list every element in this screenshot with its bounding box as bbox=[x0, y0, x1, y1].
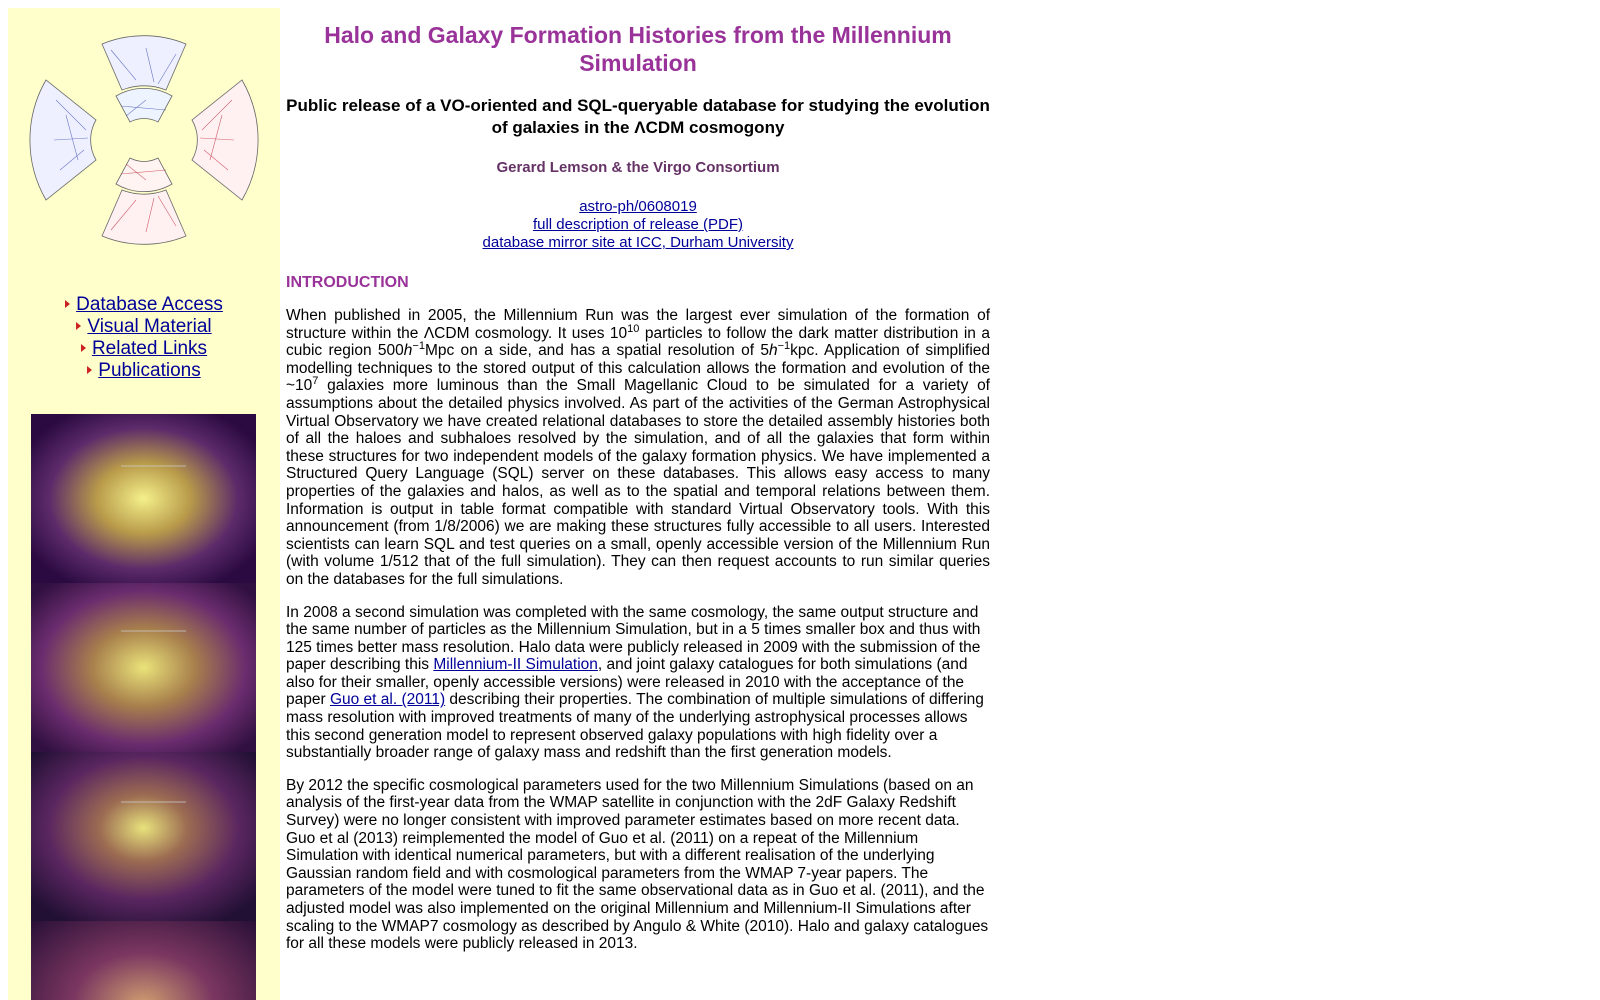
text-span: In 2008 a second simulation was completed with the same cosmology, the same output structure and the same number of particles as the Millennium Simulation, but in a 5 times smaller box and thus with 125 times better mass resolution. Halo data were publicly released in 2009 with the submission of the paper describing this bbox=[286, 603, 981, 674]
arrow-right-icon bbox=[65, 300, 70, 308]
sidebar-item-database-access bbox=[8, 294, 280, 316]
related-links-link[interactable]: Related Links bbox=[91, 338, 208, 359]
astro-ph-link[interactable]: astro-ph/0608019 bbox=[579, 198, 697, 215]
millennium-ii-link[interactable]: Millennium-II Simulation bbox=[433, 656, 598, 674]
simulation-image bbox=[31, 583, 256, 752]
superscript: 7 bbox=[312, 375, 319, 388]
text-span: particles to follow the dark matter distribution in a cubic region 500 bbox=[286, 324, 991, 360]
text-span: , and joint galaxy catalogues for both simulations (and also for their smaller, openly accessible versions) were released in 2010 with the acceptance of the paper bbox=[286, 656, 968, 709]
sidebar-nav bbox=[8, 294, 280, 382]
section-heading-introduction: INTRODUCTION bbox=[286, 274, 409, 291]
superscript: −1 bbox=[777, 340, 791, 353]
page-title: Halo and Galaxy Formation Histories from the Millennium Simulation bbox=[324, 22, 952, 76]
text-span: Mpc on a side, and has a spatial resolution of 5 bbox=[424, 342, 769, 360]
simulation-image bbox=[31, 921, 256, 1000]
database-access-link[interactable]: Database Access bbox=[76, 294, 223, 315]
header-links bbox=[286, 198, 990, 252]
millennium-wedge-diagram bbox=[26, 20, 262, 260]
intro-paragraph-1 bbox=[286, 307, 990, 589]
sidebar-item-related-links bbox=[8, 338, 280, 360]
visual-material-link[interactable]: Visual Material bbox=[87, 316, 212, 337]
arrow-right-icon bbox=[87, 366, 92, 374]
simulation-image bbox=[31, 414, 256, 583]
text-span: When published in 2005, the Millennium Run was the largest ever simulation of the formation of structure within the ΛCDM cosmology. It uses 10 bbox=[286, 307, 990, 342]
publications-link[interactable]: Publications bbox=[98, 360, 201, 381]
authors: Gerard Lemson & the Virgo Consortium bbox=[496, 159, 780, 176]
main-content bbox=[286, 8, 990, 953]
italic-h: h bbox=[768, 342, 778, 360]
superscript: 10 bbox=[627, 322, 640, 335]
guo-2011-link[interactable]: Guo et al. (2011) bbox=[329, 691, 446, 709]
text-span: kpc. Application of simplified modelling techniques to the stored output of this calculation allows the formation and evolution of the ~10 bbox=[286, 342, 991, 395]
arrow-right-icon bbox=[81, 344, 86, 352]
full-description-pdf-link[interactable]: full description of release (PDF) bbox=[532, 216, 744, 233]
sidebar bbox=[8, 8, 280, 1000]
sidebar-item-visual-material bbox=[8, 316, 280, 338]
italic-h: h bbox=[403, 342, 413, 360]
sidebar-item-publications bbox=[8, 360, 280, 382]
intro-paragraph-2 bbox=[286, 604, 990, 762]
simulation-image bbox=[31, 752, 256, 921]
arrow-right-icon bbox=[76, 322, 81, 330]
page-subtitle: Public release of a VO-oriented and SQL-queryable database for studying the evolution of galaxies in the ΛCDM cosmogony bbox=[286, 96, 990, 137]
superscript: −1 bbox=[412, 340, 425, 353]
text-span: describing their properties. The combination of multiple simulations of differing mass resolution with improved treatments of many of the underlying astrophysical processes allows this second generation model to represent observed galaxy populations with high fidelity over a substantially broader range of galaxy mass and redshift than the first generation models. bbox=[286, 691, 984, 762]
mirror-site-link[interactable]: database mirror site at ICC, Durham University bbox=[482, 234, 794, 251]
text-span: galaxies more luminous than the Small Magellanic Cloud to be simulated for a variety of assumptions about the detailed physics involved. As part of the activities of the German Astrophysical Virtual Observatory we have created relational databases to store the detailed assembly histories both of all the haloes and subhaloes resolved by the simulation, and of all the galaxies that form within these structures for two independent models of the galaxy formation physics. We have implemented a Structured Query Language (SQL) server on these databases. This allows easy access to many properties of the galaxies and halos, as well as to the spatial and temporal relations between them. Information is output in table format compatible with standard Virtual Observatory tools. With this announcement (from 1/8/2006) we are making these structures fully accessible to all users. Interested scientists can learn SQL and test queries on a small, openly accessible version of the Millennium Run (with volume 1/512 that of the full simulation). They can then request accounts to run similar queries on the databases for the full simulations. bbox=[286, 377, 990, 588]
intro-paragraph-3: By 2012 the specific cosmological parameters used for the two Millennium Simulations (based on an analysis of the first-year data from the WMAP satellite in conjunction with the 2dF Galaxy Redshift Survey) were no longer consistent with improved parameter estimates based on more recent data. Guo et al (2013) reimplemented the model of Guo et al. (2011) on a repeat of the Millennium Simulation with identical numerical parameters, but with a different realisation of the underlying Gaussian random field and with cosmological parameters from the WMAP 7-year papers. The parameters of the model were tuned to fit the same observational data as in Guo et al. (2011), and the adjusted model was also implemented on the original Millennium and Millennium-II Simulations after scaling to the WMAP7 cosmology as described by Angulo & White (2010). Halo and galaxy catalogues for all these models were publicly released in 2013. bbox=[286, 776, 989, 953]
simulation-zoom-images bbox=[31, 414, 256, 1000]
